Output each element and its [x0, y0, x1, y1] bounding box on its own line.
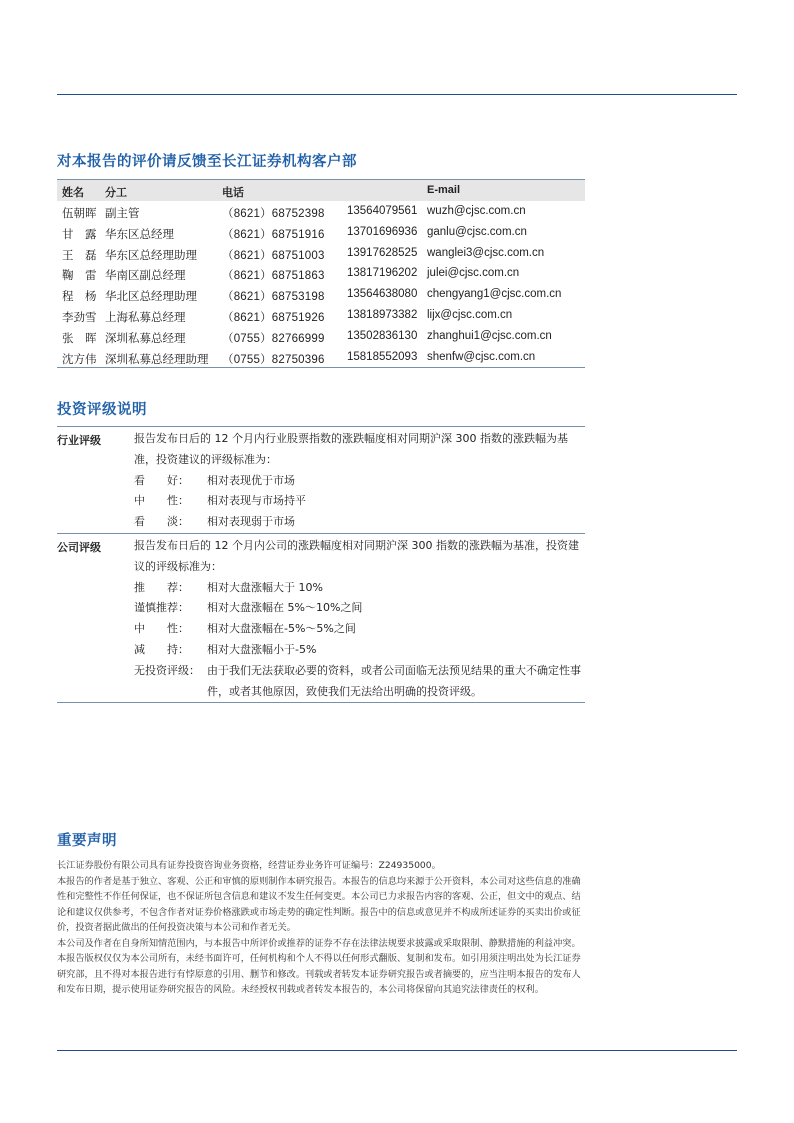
contact-phone: （8621）68751003 — [222, 249, 325, 262]
contact-mobile: 15818552093 — [347, 350, 418, 363]
rating-item-key: 推 荐： — [134, 580, 189, 594]
rating-section-title: 投资评级说明 — [57, 402, 147, 418]
disclaimer-paragraph: 本报告的作者是基于独立、客观、公正和审慎的原则制作本研究报告。本报告的信息均来源于公开资料，本公司对这些信息的准确性和完整性不作任何保证，也不保证所包含信息和建议不发生任何变更。本公司已力求报告内容的客观、公正，但文中的观点、结论和建议仅供参考，不包含作者对证券价格涨跌或市场走势的确定性判断。报告中的信息或意见并不构成所述证券的买卖出价或征价，投资者据此做出的任何投资决策与本公司和作者无关。 — [57, 875, 581, 933]
rating-item — [134, 491, 585, 512]
header-rule — [57, 94, 737, 95]
disclaimer-body — [57, 858, 587, 998]
contact-phone: （0755）82750396 — [222, 353, 325, 366]
contact-mobile: 13564638080 — [347, 288, 418, 301]
disclaimer-paragraph: 本报告版权仅仅为本公司所有，未经书面许可，任何机构和个人不得以任何形式翻版、复制和发布。如引用须注明出处为长江证券研究部，且不得对本报告进行有悖原意的引用、删节和修改。刊载或者转发本证券研究报告或者摘要的，应当注明本报告的发布人和发布日期，提示使用证券研究报告的风险。未经授权刊载或者转发本报告的，本公司将保留向其追究法律责任的权利。 — [57, 953, 581, 995]
contact-name: 王 磊 — [62, 247, 97, 262]
rating-item — [134, 598, 585, 619]
contact-role: 华南区副总经理 — [105, 268, 186, 283]
contact-email: julei@cjsc.com.cn — [427, 267, 520, 280]
contact-role: 华东区总经理助理 — [105, 247, 197, 262]
rating-item — [134, 640, 585, 661]
contact-name: 甘 露 — [62, 226, 97, 241]
rating-item-key: 减 持： — [134, 642, 189, 656]
rating-item-key: 看 淡： — [134, 515, 189, 529]
rating-item — [134, 578, 585, 599]
company-rating — [57, 533, 585, 703]
rating-item — [134, 619, 585, 640]
rating-item-value: 相对表现与市场持平 — [207, 494, 306, 508]
rating-item-value: 相对大盘涨幅在-5%～5%之间 — [207, 622, 356, 636]
contact-mobile: 13502836130 — [347, 329, 418, 342]
contact-name: 程 杨 — [62, 289, 97, 304]
rating-item-key: 谨慎推荐： — [134, 601, 189, 615]
contact-role: 华东区总经理 — [105, 226, 174, 241]
footer-rule — [57, 1050, 737, 1051]
rating-item-value: 由于我们无法获取必要的资料，或者公司面临无法预见结果的重大不确定性事件，或者其他原因，致使我们无法给出明确的投资评级。 — [207, 663, 581, 698]
disclaimer-paragraph: 本公司及作者在自身所知情范围内，与本报告中所评价或推荐的证券不存在法律法规要求披露或采取限制、静默措施的利益冲突。 — [57, 937, 581, 949]
table-row — [57, 284, 585, 305]
contact-mobile: 13701696936 — [347, 225, 418, 238]
header-name: 姓名 — [62, 186, 84, 199]
rating-item-key: 中 性： — [134, 622, 189, 636]
contact-email: shenfw@cjsc.com.cn — [427, 350, 536, 363]
contact-name: 伍朝晖 — [62, 206, 97, 220]
contact-table — [57, 179, 585, 368]
rating-item-value: 相对表现弱于市场 — [207, 515, 295, 529]
table-row — [57, 347, 585, 368]
rating-item-value: 相对大盘涨幅小于-5% — [207, 642, 317, 656]
contact-phone: （8621）68751863 — [222, 270, 325, 283]
rating-table — [57, 426, 585, 703]
contact-table-header — [57, 180, 585, 201]
contact-name: 沈方伟 — [62, 351, 97, 366]
contact-phone: （8621）68751916 — [222, 228, 325, 241]
rating-item-value: 相对大盘涨幅在 5%～10%之间 — [207, 601, 363, 615]
rating-item — [134, 512, 585, 533]
rating-item-key: 看 好： — [134, 473, 189, 487]
rating-item-value: 相对大盘涨幅大于 10% — [207, 580, 323, 594]
contact-mobile: 13564079561 — [347, 205, 418, 217]
contact-phone: （8621）68751926 — [222, 311, 325, 324]
rating-item — [134, 471, 585, 492]
company-rating-label: 公司评级 — [57, 540, 101, 554]
contact-name: 李劲雪 — [62, 309, 97, 324]
contact-email: zhanghui1@cjsc.com.cn — [427, 329, 552, 342]
contact-email: wuzh@cjsc.com.cn — [427, 205, 526, 217]
contact-rows — [57, 201, 585, 367]
header-phone: 电话 — [222, 186, 244, 199]
contact-mobile: 13917628525 — [347, 246, 418, 259]
company-rating-desc: 报告发布日后的 12 个月内公司的涨跌幅度相对同期沪深 300 指数的涨跌幅为基准，投资建议的评级标准为： — [134, 538, 579, 573]
header-email: E-mail — [427, 184, 461, 196]
contact-role: 华北区总经理助理 — [105, 289, 197, 304]
contact-role: 深圳私募总经理 — [105, 330, 186, 345]
company-rating-items — [134, 578, 585, 703]
contact-role: 深圳私募总经理助理 — [105, 351, 209, 366]
disclaimer-section-title: 重要声明 — [57, 833, 117, 849]
table-row — [57, 222, 585, 243]
contact-phone: （8621）68752398 — [222, 208, 325, 220]
industry-rating-desc: 报告发布日后的 12 个月内行业股票指数的涨跌幅度相对同期沪深 300 指数的涨跌幅为基准，投资建议的评级标准为： — [134, 432, 568, 466]
contact-mobile: 13818973382 — [347, 308, 418, 321]
table-row — [57, 243, 585, 264]
contact-phone: （0755）82766999 — [222, 332, 325, 345]
table-row — [57, 326, 585, 347]
industry-rating-label: 行业评级 — [57, 434, 101, 447]
contact-email: ganlu@cjsc.com.cn — [427, 225, 527, 238]
contact-email: wanglei3@cjsc.com.cn — [427, 246, 545, 259]
table-row — [57, 263, 585, 284]
contact-phone: （8621）68753198 — [222, 291, 325, 304]
contact-mobile: 13817196202 — [347, 267, 418, 280]
rating-item-key: 无投资评级： — [134, 663, 200, 677]
contact-name: 鞠 雷 — [62, 268, 97, 283]
header-role: 分工 — [105, 186, 127, 199]
contact-name: 张 晖 — [62, 330, 97, 345]
rating-item-key: 中 性： — [134, 494, 189, 508]
contact-role: 副主管 — [105, 206, 140, 220]
table-row — [57, 201, 585, 222]
contact-email: chengyang1@cjsc.com.cn — [427, 288, 562, 301]
table-row — [57, 305, 585, 326]
disclaimer-paragraph: 长江证券股份有限公司具有证券投资咨询业务资格，经营证券业务许可证编号：Z24935000。 — [57, 860, 441, 871]
rating-item-value: 相对表现优于市场 — [207, 473, 295, 487]
contact-role: 上海私募总经理 — [105, 309, 186, 324]
contact-section-title: 对本报告的评价请反馈至长江证券机构客户部 — [57, 154, 357, 170]
industry-rating — [57, 426, 585, 533]
contact-email: lijx@cjsc.com.cn — [427, 308, 513, 321]
rating-item — [134, 661, 585, 703]
industry-rating-items — [134, 471, 585, 533]
